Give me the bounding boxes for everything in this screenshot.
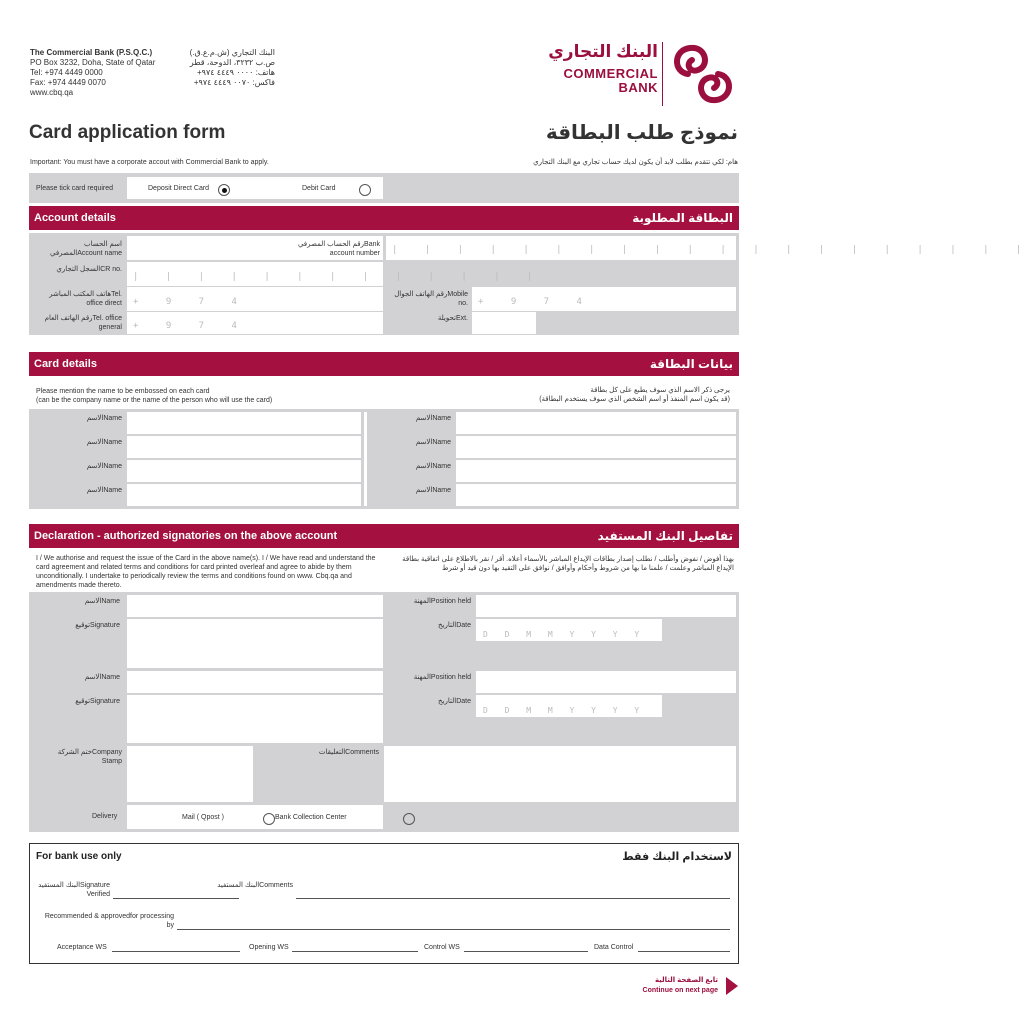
- logo-text-ar: البنك التجاري: [548, 42, 658, 61]
- fax-line-ar: فاكس: ٠٠٧٠ ٤٤٤٩ ٩٧٤+: [193, 78, 275, 87]
- card-details-title-en: Card details: [34, 358, 97, 370]
- card-instructions-en: Please mention the name to be embossed on each card (can be the company name or the name of the person who will use the card): [36, 388, 273, 404]
- opening-ws-label: Opening WS: [249, 944, 289, 951]
- sig2-name-label: الاسمName: [84, 674, 120, 681]
- card-name-label-r1: الاسمName: [415, 415, 451, 422]
- bank-comments-label: البنك المستفيدComments: [217, 882, 293, 889]
- card-divider: [364, 412, 367, 506]
- card-name-input-r2[interactable]: [456, 436, 736, 458]
- mobile-ticks: + 9 7 4: [478, 297, 593, 307]
- account-details-header: [29, 206, 739, 230]
- cr-ticks: | | | | | | | | | | | | |: [133, 272, 544, 282]
- sig1-date-mask: D D M M Y Y Y Y: [483, 630, 646, 639]
- tel-general-label: رقم الهاتف العامTel. office general: [44, 315, 122, 331]
- card-type-label: Please tick card required: [36, 185, 114, 192]
- sig1-name-input[interactable]: [127, 595, 383, 617]
- declaration-text-en: I / We authorise and request the issue of the Card in the above name(s). I / We have read and understand the card agreement and related terms and conditions for card printed overleaf and agree to abide by them unconditionally. I undertake to periodically review the terms and conditions found on www. Cbq.qa and amendments made thereto.: [36, 555, 376, 589]
- card-name-input-l3[interactable]: [127, 460, 361, 482]
- bank-logo: [540, 40, 740, 108]
- sig1-signature-label: توقيعSignature: [75, 622, 120, 629]
- data-control-line[interactable]: [638, 951, 730, 952]
- declaration-header: [29, 524, 739, 548]
- bank-name-en: The Commercial Bank (P.S.Q.C.): [30, 48, 153, 57]
- bank-use-title-ar: لاستخدام البنك فقط: [622, 851, 732, 863]
- important-note-en: Important: You must have a corporate accout with Commercial Bank to apply.: [30, 159, 269, 166]
- sig2-signature-label: توقيعSignature: [75, 698, 120, 705]
- sig1-name-label: الاسمName: [84, 598, 120, 605]
- tel-direct-ticks: + 9 7 4: [133, 297, 248, 307]
- bank-name-ar: البنك التجاري (ش.م.ع.ق.): [189, 48, 275, 57]
- sig2-date-mask: D D M M Y Y Y Y: [483, 706, 646, 715]
- sig1-position-input[interactable]: [476, 595, 736, 617]
- account-details-title-en: Account details: [34, 212, 116, 224]
- continue-note-ar: تابع الصفحة التالية: [654, 977, 718, 984]
- bank-center-label: Bank Collection Center: [275, 814, 347, 821]
- mail-qpost-radio[interactable]: [263, 813, 275, 825]
- fax-line: Fax: +974 4449 0070: [30, 78, 106, 87]
- page-title-ar: نموذج طلب البطاقة: [545, 122, 738, 144]
- card-name-label-r3: الاسمName: [415, 463, 451, 470]
- card-name-input-r3[interactable]: [456, 460, 736, 482]
- card-instructions-ar: يرجى ذكر الاسم الذي سوف يطبع على كل بطاقة (قد يكون اسم المنفذ أو اسم الشخص الذي سوف يستخدم البطاقة): [539, 387, 730, 403]
- delivery-label: Delivery: [92, 813, 118, 820]
- card-name-label-r4: الاسمName: [415, 487, 451, 494]
- address-line: PO Box 3232, Doha, State of Qatar: [30, 58, 156, 67]
- company-stamp-box[interactable]: [127, 746, 253, 802]
- bank-address-ar: [165, 48, 275, 88]
- control-ws-label: Control WS: [424, 944, 460, 951]
- sig2-name-input[interactable]: [127, 671, 383, 693]
- deposit-direct-label: Deposit Direct Card: [148, 185, 210, 192]
- tel-direct-label: هاتف المكتب المباشرTel. office direct: [49, 291, 122, 307]
- phone-line: Tel: +974 4449 0000: [30, 68, 103, 77]
- continue-note-en[interactable]: Continue on next page: [642, 987, 718, 994]
- comments-label: التعليقاتComments: [318, 749, 379, 756]
- logo-text-en-2: BANK: [618, 80, 658, 95]
- company-stamp-label: ختم الشركةCompany Stamp: [57, 749, 122, 765]
- extension-input[interactable]: [472, 312, 536, 334]
- declaration-title-en: Declaration - authorized signatories on the above account: [34, 530, 338, 542]
- logo-text-en-1: COMMERCIAL: [563, 66, 658, 81]
- card-name-label-l2: الاسمName: [86, 439, 122, 446]
- logo-swirl-icon: [668, 42, 738, 106]
- account-name-label: اسم الحساب المصرفيAccount name: [50, 241, 122, 257]
- comments-box[interactable]: [384, 746, 736, 802]
- important-note-ar: هام: لكي تتقدم بطلب لابد أن يكون لديك حساب تجاري مع البنك التجاري: [533, 159, 738, 166]
- card-name-input-l2[interactable]: [127, 436, 361, 458]
- bank-comments-line[interactable]: [296, 898, 730, 899]
- debit-card-label: Debit Card: [302, 185, 336, 192]
- sig1-date-label: التاريخDate: [438, 622, 471, 629]
- signature-verified-label: البنك المستفيدSignature Verified: [38, 882, 110, 898]
- account-details-title-ar: البطاقة المطلوبة: [632, 211, 733, 225]
- page-title-en: Card application form: [29, 122, 226, 143]
- card-name-label-l3: الاسمName: [86, 463, 122, 470]
- mail-qpost-label: Mail ( Qpost ): [182, 814, 225, 821]
- sig2-date-label: التاريخDate: [438, 698, 471, 705]
- card-name-input-r1[interactable]: [456, 412, 736, 434]
- sig2-signature-input[interactable]: [127, 695, 383, 743]
- card-details-header: [29, 352, 739, 376]
- recommended-line[interactable]: [177, 929, 730, 930]
- tel-general-ticks: + 9 7 4: [133, 321, 248, 331]
- opening-ws-line[interactable]: [292, 951, 418, 952]
- sig1-signature-input[interactable]: [127, 619, 383, 668]
- logo-divider: [662, 42, 663, 106]
- address-line-ar: ص.ب ٣٢٣٢، الدوحة، قطر: [189, 58, 275, 67]
- card-name-input-l4[interactable]: [127, 484, 361, 506]
- card-details-title-ar: بيانات البطاقة: [649, 357, 733, 371]
- website-line: www.cbq.qa: [30, 88, 74, 97]
- next-arrow-icon[interactable]: [726, 977, 738, 995]
- card-name-input-r4[interactable]: [456, 484, 736, 506]
- card-name-label-l1: الاسمName: [86, 415, 122, 422]
- ext-label: تحويلةExt.: [437, 315, 468, 322]
- bank-use-title-en: For bank use only: [36, 851, 122, 862]
- control-ws-line[interactable]: [464, 951, 588, 952]
- declaration-text-ar: بهذا أفوض / نفوض وأطلب / نطلب إصدار بطاقات الإيداع المباشر بالأسماء أعلاه. أقر / نقر بالاطلاع على اتفاقية بطاقة الإيداع المباشر وعلمت / علمنا ما بها من شروط وأحكام وأوافق / نوافق على التقيد بها دون قيد أو شرط: [402, 556, 734, 572]
- mobile-label: رقم الهاتف الجوالMobile no.: [394, 291, 468, 307]
- data-control-label: Data Control: [594, 944, 634, 951]
- sig1-position-label: المهنةPosition held: [413, 598, 471, 605]
- phone-line-ar: هاتف: ٠٠٠٠ ٤٤٤٩ ٩٧٤+: [196, 68, 275, 77]
- bank-account-ticks: | | | | | | | | | | | | | | | | | | | |: [392, 245, 1032, 255]
- sig2-position-input[interactable]: [476, 671, 736, 693]
- card-name-input-l1[interactable]: [127, 412, 361, 434]
- bank-account-label: رقم الحساب المصرفيBank account number: [297, 241, 380, 257]
- sig2-position-label: المهنةPosition held: [413, 674, 471, 681]
- cr-label: السجل التجاريCR no.: [56, 266, 122, 273]
- acceptance-ws-line[interactable]: [112, 951, 240, 952]
- acceptance-ws-label: Acceptance WS: [57, 944, 107, 951]
- declaration-title-ar: تفاصيل البنك المستفيد: [597, 529, 733, 543]
- card-name-label-l4: الاسمName: [86, 487, 122, 494]
- deposit-direct-radio[interactable]: [218, 184, 230, 196]
- recommended-label: Recommended & approvedfor processing by: [44, 913, 174, 929]
- signature-verified-line[interactable]: [113, 898, 239, 899]
- bank-address-en: [30, 48, 170, 98]
- card-name-label-r2: الاسمName: [415, 439, 451, 446]
